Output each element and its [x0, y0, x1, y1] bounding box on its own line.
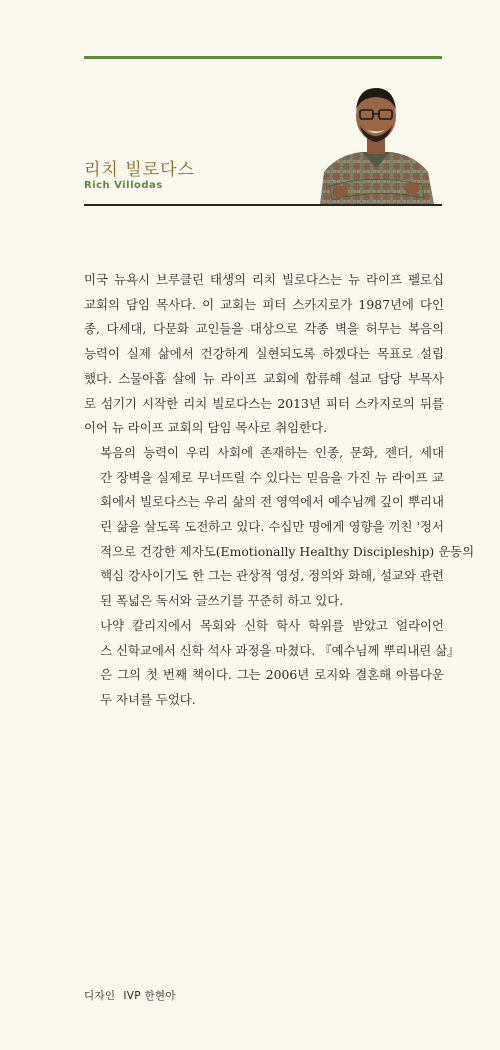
bio-line: 나약 칼리지에서 목회와 신학 학사 학위를 받았고 얼라이언 — [100, 617, 444, 633]
bio-line: 적으로 건강한 제자도(Emotionally Healthy Discipleship) 운동의 — [100, 543, 475, 559]
bio-line: 이어 뉴 라이프 교회의 담임 목사로 취임한다. — [84, 420, 328, 436]
bio-line: 된 폭넓은 독서와 글쓰기를 꾸준히 하고 있다. — [100, 593, 344, 609]
author-biography — [84, 268, 475, 713]
credit-label: 디자인 — [84, 990, 116, 1002]
bio-line: 종, 다세대, 다문화 교인들을 대상으로 각종 벽을 허무는 복음의 — [84, 321, 444, 337]
top-rule — [84, 56, 442, 59]
bio-line: 로 섬기기 시작한 리치 빌로다스는 2013년 피터 스카지로의 뒤를 — [84, 395, 444, 411]
bio-line: 복음의 능력이 우리 사회에 존재하는 인종, 문화, 젠더, 세대 — [100, 444, 444, 460]
bio-line: 핵심 강사이기도 한 그는 관상적 영성, 정의와 화해, 설교와 관련 — [100, 568, 444, 584]
author-name-english: Rich Villodas — [84, 180, 163, 191]
bio-line: 했다. 스물아홉 살에 뉴 라이프 교회에 합류해 설교 담당 부목사 — [84, 370, 444, 386]
bio-line: 스 신학교에서 신학 석사 과정을 마쳤다. 『예수님께 뿌리내린 삶』 — [100, 642, 460, 658]
author-block — [84, 70, 442, 210]
bio-paragraph — [84, 268, 444, 441]
bio-line: 은 그의 첫 번째 책이다. 그는 2006년 로지와 결혼해 아름다운 — [100, 667, 444, 683]
bio-line: 능력이 실제 삶에서 건강하게 실현되도록 하겠다는 목표로 설립 — [84, 346, 444, 362]
design-credit — [84, 988, 176, 1003]
author-bottom-rule — [84, 204, 442, 206]
bio-line: 린 삶을 살도록 도전하고 있다. 수십만 명에게 영향을 끼친 '정서 — [100, 519, 444, 535]
bio-line: 미국 뉴욕시 브루클린 태생의 리치 빌로다스는 뉴 라이프 펠로십 — [84, 272, 444, 287]
bio-paragraph — [84, 441, 475, 614]
bio-paragraph — [84, 614, 460, 713]
bio-line: 회에서 빌로다스는 우리 삶의 전 영역에서 예수님께 깊이 뿌리내 — [100, 494, 444, 510]
credit-value: IVP 한현아 — [123, 990, 176, 1002]
bio-line: 간 장벽을 실제로 무너뜨릴 수 있다는 믿음을 가진 뉴 라이프 교 — [100, 469, 444, 485]
bio-line: 교회의 담임 목사다. 이 교회는 피터 스카지로가 1987년에 다인 — [84, 296, 444, 312]
portrait-illustration — [310, 70, 442, 204]
bio-line: 두 자녀를 두었다. — [100, 691, 196, 707]
author-portrait — [310, 70, 442, 204]
author-name-korean: 리치 빌로다스 — [84, 160, 195, 180]
